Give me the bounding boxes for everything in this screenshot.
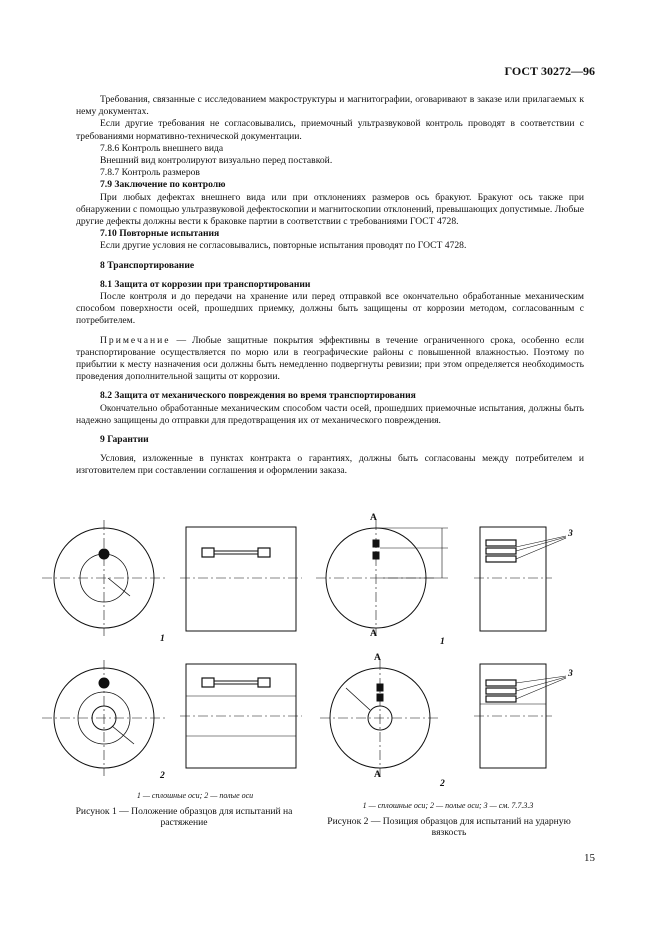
paragraph: Внешний вид контролируют визуально перед поставкой. bbox=[100, 155, 333, 167]
fig2-callout-3-top: 3 bbox=[568, 528, 573, 539]
note-text: — Любые защитные покрытия эффективны в течение ограниченного срока, особенно если транспортирование осуществляется по морю или в географические районы с повышенной влажностью. Поэтому по прибытии к месту назначения оси должны быть немедленно подвергнуты ревизии; при этом определяется необходимость проведения дополнительной защиты от коррозии. bbox=[76, 334, 584, 383]
subclause-heading: 7.8.7 Контроль размеров bbox=[100, 167, 200, 179]
paragraph: После контроля и до передачи на хранение или перед отправкой все окончательно обработанные механическим способом поверхности осей, прошедших приемку, должны быть защищены от коррозии методом, согласованным с потребителем. bbox=[76, 291, 584, 327]
paragraph: Если другие требования не согласовывались, приемочный ультразвуковой контроль проводят в соответствии с требованиями нормативно-технической документации. bbox=[76, 118, 584, 142]
fig1-solid-axle-end-view bbox=[42, 520, 166, 636]
fig2-section-a-top: A bbox=[370, 512, 377, 523]
fig2-hollow-axle-end-view bbox=[320, 660, 440, 776]
fig1-solid-axle-side-view bbox=[180, 527, 302, 631]
fig2-hollow-axle-side-view bbox=[474, 664, 566, 768]
clause-heading-7-10: 7.10 Повторные испытания bbox=[100, 228, 220, 240]
fig2-section-a-bottom: A bbox=[370, 628, 377, 639]
section-heading-8: 8 Транспортирование bbox=[100, 259, 195, 271]
clause-heading-8-2: 8.2 Защита от механического повреждения во время транспортирования bbox=[100, 390, 416, 402]
fig2-label-1: 1 bbox=[440, 636, 445, 647]
paragraph: Если другие условия не согласовывались, повторные испытания проводят по ГОСТ 4728. bbox=[100, 240, 467, 252]
fig2-label-2: 2 bbox=[440, 778, 445, 789]
note-paragraph bbox=[76, 335, 584, 384]
fig2-callout-3-bottom: 3 bbox=[568, 668, 573, 679]
body-text bbox=[76, 94, 584, 478]
fig1-hollow-axle-end-view bbox=[42, 660, 166, 776]
clause-heading-7-9: 7.9 Заключение по контролю bbox=[100, 179, 226, 191]
paragraph: Условия, изложенные в пунктах контракта о гарантиях, должны быть согласованы между потребителем и изготовителем при составлении соглашения и оформлении заказа. bbox=[76, 453, 584, 477]
fig1-label-1: 1 bbox=[160, 633, 165, 644]
fig1-caption: Рисунок 1 — Положение образцов для испытаний на растяжение bbox=[75, 806, 293, 828]
fig1-label-2: 2 bbox=[160, 770, 165, 781]
subclause-heading: 7.8.6 Контроль внешнего вида bbox=[100, 142, 224, 154]
paragraph: Требования, связанные с исследованием макроструктуры и магнитографии, оговаривают в заказе или прилагаемых к нему документах. bbox=[76, 94, 584, 118]
fig2-solid-axle-end-view bbox=[316, 520, 448, 636]
fig2-caption: Рисунок 2 — Позиция образцов для испытаний на ударную вязкость bbox=[327, 816, 571, 838]
note-label: Примечание bbox=[100, 334, 171, 346]
fig2-section-a-bottom-2: A bbox=[374, 769, 381, 780]
document-header-id: ГОСТ 30272—96 bbox=[504, 64, 595, 78]
paragraph: При любых дефектах внешнего вида или при отклонениях размеров ось бракуют. Бракуют ось также при обнаружении с помощью ультразвуковой дефектоскопии и магнитоскопии отклонений, превышающих допустимые. Любые другие дефекты должны вести к браковке партии в соответствии с требованиями ГОСТ 4728. bbox=[76, 191, 584, 228]
clause-heading-8-1: 8.1 Защита от коррозии при транспортировании bbox=[100, 278, 311, 290]
section-heading-9: 9 Гарантии bbox=[100, 434, 149, 446]
fig1-hollow-axle-side-view bbox=[180, 664, 302, 768]
fig1-legend: 1 — сплошные оси; 2 — полые оси bbox=[136, 791, 254, 800]
fig2-section-a-top-2: A bbox=[374, 652, 381, 663]
fig2-solid-axle-side-view bbox=[474, 527, 566, 631]
fig2-legend: 1 — сплошные оси; 2 — полые оси; 3 — см. 7.7.3.3 bbox=[362, 801, 534, 810]
page-number: 15 bbox=[584, 852, 595, 864]
paragraph: Окончательно обработанные механическим способом части осей, прошедших приемочные испытания, должны быть надежно защищены до отправки для предотвращения их от механического повреждения. bbox=[76, 402, 584, 426]
